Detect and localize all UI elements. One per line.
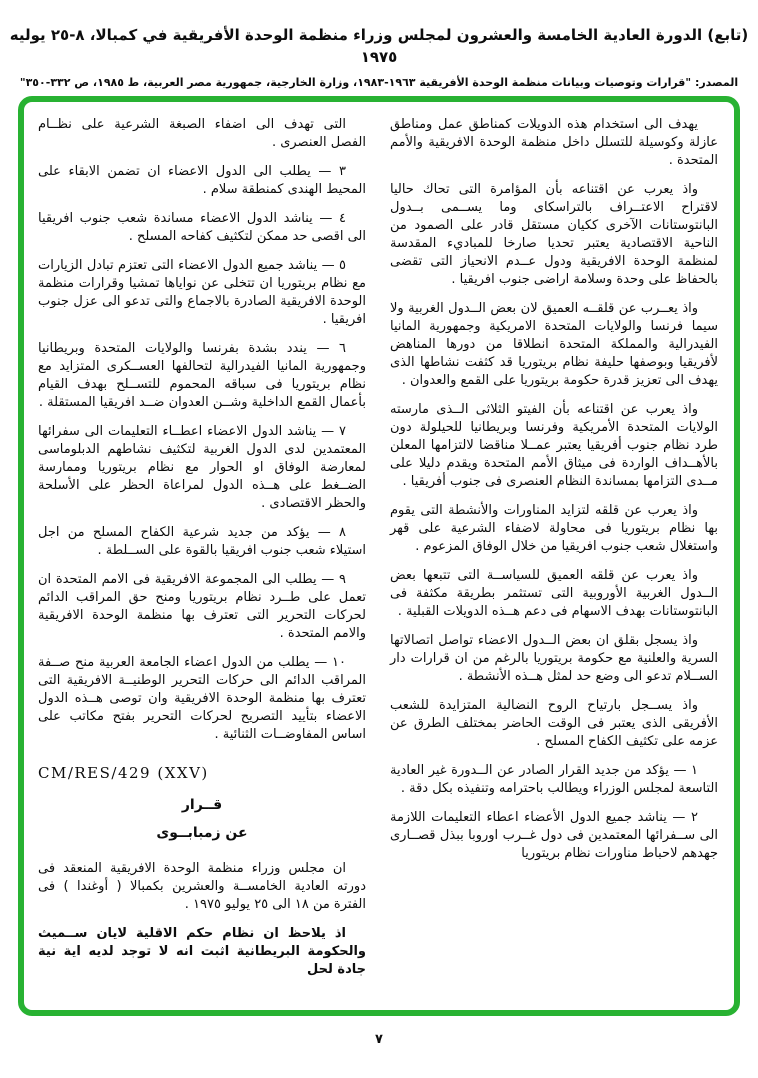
- numbered-item-6: ٦ — يندد بشدة بفرنسا والولايات المتحدة وبريطانيا وجمهورية المانيا الفيدرالية لتحالفها العســكرى المتزايد مع نظام بريتوريا فى سباقه المحموم للتســلح بهدف القيام بأعمال القمع الداخلية وشــن العدوان ضــد افريقيا المستقلة .: [38, 341, 366, 410]
- numbered-item-10: ١٠ — يطلب من الدول اعضاء الجامعة العربية منح صــفة المراقب الدائم الى حركات التحرير الوطنيــة الافريقية التى تعترف بها منظمة الوحدة الافريقية وان توصى هــذه الدول الاعضاء بتأييد التصريح لحركات التحرير بفتح مكاتب على اساس المفاوضــات الثنائية .: [38, 655, 366, 742]
- numbered-item-4: ٤ — يناشد الدول الاعضاء مساندة شعب جنوب افريقيا الى اقصى حد ممكن لتكثيف كفاحه المسلح .: [38, 211, 366, 244]
- numbered-item-7: ٧ — يناشد الدول الاعضاء اعطــاء التعليمات الى سفرائها المعتمدين لدى الدول الغربية لتكثيف نشاطهم الدبلوماسى لمعارضة الوفاق او الحوار مع نظام بريتوريا وممارسة الضــغط على هــذه الدول لمراعاة الحظر على الأسلحة والحظر الاقتصادى .: [38, 424, 366, 511]
- paragraph: التى تهدف الى اضفاء الصبغة الشرعية على نظــام الفصل العنصرى .: [38, 117, 366, 150]
- paragraph: واذ يعرب عن قلقه لتزايد المناورات والأنشطة التى يقوم بها نظام بريتوريا فى محاولة لاضفاء الشرعية على قهر واستغلال شعب جنوب افريقيا من خلال الوفاق المزعوم .: [390, 503, 718, 554]
- paragraph: واذ يســجل بارتياح الروح النضالية المتزايدة للشعب الأفريقى الذى يعتبر فى الوقت الحاضر بمختلف الطرق عن عزمه على تكثيف الكفاح المسلح .: [390, 698, 718, 749]
- resolution-heading: قــرار: [181, 797, 223, 813]
- paragraph: واذ يعرب عن اقتناعه بأن الفيتو الثلاثى الــذى مارسته الولايات المتحدة الأمريكية وفرنسا وبريطانيا للحيلولة دون طرد نظام جنوب أفريقيا يعتبر عمــلا مناقضا لالتزامها المعلن بالأهــداف الواردة فى ميثاق الأمم المتحدة ويقدم دليلا على مــدى التزامها بمساندة النظام العنصرى فى جنوب أفريقيا .: [390, 402, 718, 489]
- paragraph: واذ يعرب عن اقتناعه بأن المؤامرة التى تحاك حاليا لاقتراح الاعتــراف بالتراسكاى وما يســمى بــدول البانتوستانات الآخرى ككيان مستقل قادر على الصمود من الناحية الاقتصادية يعتبر تحديا صارخا للمباديء المقدسة لمنظمة الوحدة الافريقية ودول عــدم الانحياز التى تقضى بالحفاظ على وحدة وسلامة اراضى جنوب افريقيا .: [390, 182, 718, 287]
- page-number: ٧: [375, 1032, 383, 1047]
- numbered-item-3: ٣ — يطلب الى الدول الاعضاء ان تضمن الابقاء على المحيط الهندى كمنطقة سلام .: [38, 164, 366, 197]
- header-title: (تابع) الدورة العادية الخامسة والعشرون لمجلس وزراء منظمة الوحدة الأفريقية في كمبالا، ٨-٢٥ يوليه ١٩٧٥: [9, 26, 749, 66]
- header-source: المصدر: "قرارات وتوصيات وبيانات منظمة الوحدة الأفريقية ١٩٦٣-١٩٨٣، وزارة الخارجية، جمهورية مصر العربية، ط ١٩٨٥، ص ٣٣٢-٣٥٠": [19, 76, 739, 89]
- right-column: [390, 116, 718, 1000]
- paragraph: واذ يعرب عن قلقه العميق للسياســة التى تتبعها بعض الــدول الغربية الأوروبية التى تستثمر بطريقة مكثفة فى البانتوستانات بهدف الاسهام فى دعم هــذه الدويلات القبلية .: [390, 568, 718, 619]
- page-header: [0, 0, 758, 92]
- paragraph: واذ يسجل بقلق ان بعض الــدول الاعضاء تواصل اتصالاتها السرية والعلنية مع حكومة بريتوريا بالرغم من ان قرارات دار الســلام تدعو الى وضع حد لمثل هــذه الأنشطة .: [390, 633, 718, 684]
- resolution-subheading: عن زمبابــوى: [156, 825, 248, 841]
- paragraph: يهدف الى استخدام هذه الدويلات كمناطق عمل ومناطق عازلة وكوسيلة للتسلل داخل منظمة الوحدة الافريقية والأمم المتحدة .: [390, 117, 718, 168]
- resolution-ref: CM/RES/429 (XXV): [38, 764, 209, 782]
- content-frame: [18, 96, 740, 1016]
- paragraph: واذ يعــرب عن قلقــه العميق لان بعض الــدول الغربية ولا سيما فرنسا والولايات المتحدة الامريكية وجمهورية المانيا الفيدرالية والمملكة المتحدة انطلاقا من دورها المناهض لأفريقيا وبوصفها حليفة نظام بريتوريا قد كثفت نشاطها الذى يهدف الى تعزيز قدرة حكومة بريتوريا على القمع والعدوان .: [390, 301, 718, 388]
- numbered-item-9: ٩ — يطلب الى المجموعة الافريقية فى الامم المتحدة ان تعمل على طــرد نظام بريتوريا ومنح حق المراقب الدائم لحركات التحرير التى تعترف بها منظمة الوحدة الافريقية والامم المتحدة .: [38, 572, 366, 641]
- numbered-item-1: ١ — يؤكد من جديد القرار الصادر عن الــدورة غير العادية التاسعة لمجلس الوزراء ويطالب باحترامه وتنفيذه بكل دقة .: [390, 763, 718, 796]
- numbered-item-2: ٢ — يناشد جميع الدول الأعضاء اعطاء التعليمات اللازمة الى ســفرائها المعتمدين فى دول غــرب اوروبا ببذل قصــارى جهدهم لاحباط مناورات نظام بريتوريا: [390, 810, 718, 861]
- paragraph: اذ يلاحظ ان نظام حكم الاقلية لايان ســميث والحكومة البريطانية اثبت انه لا توجد لديه اية نية جادة لحل: [38, 926, 366, 977]
- numbered-item-8: ٨ — يؤكد من جديد شرعية الكفاح المسلح من اجل استيلاء شعب جنوب افريقيا بالقوة على الســلطة .: [38, 525, 366, 558]
- paragraph: ان مجلس وزراء منظمة الوحدة الافريقية المنعقد فى دورته العادية الخامســة والعشرين بكمبالا ( أوغندا ) فى الفترة من ١٨ الى ٢٥ يوليو ١٩٧٥ .: [38, 861, 366, 912]
- left-column: [38, 116, 366, 1000]
- numbered-item-5: ٥ — يناشد جميع الدول الاعضاء التى تعتزم تبادل الزيارات مع نظام بريتوريا ان تتخلى عن نواياها تمشيا وقرارات منظمة الوحدة الافريقية الصادرة بالاجماع والتى تدعو الى عزل جنوب افريقيا .: [38, 258, 366, 327]
